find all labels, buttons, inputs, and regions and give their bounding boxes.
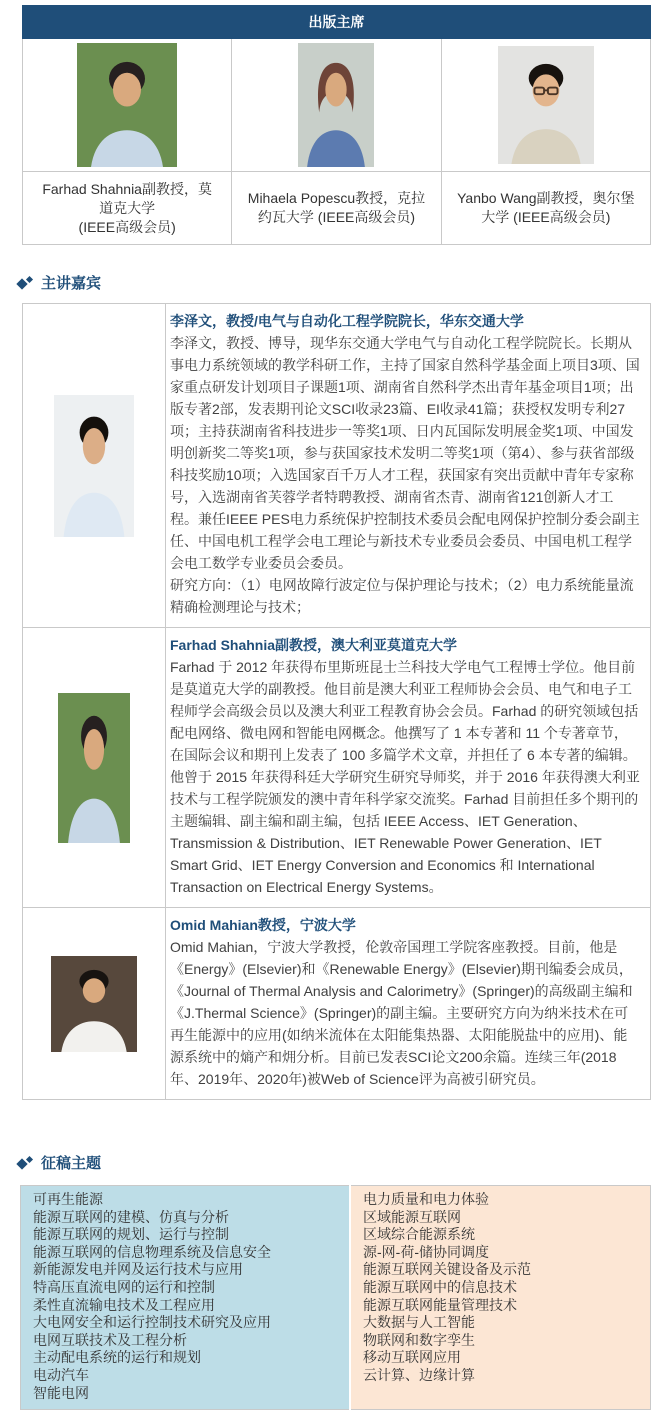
publication-chairs-header: 出版主席 — [23, 6, 651, 39]
topics-right-column — [350, 1186, 651, 1410]
chairs-photo-row — [23, 39, 651, 172]
chair-name: Yanbo Wang副教授，奥尔堡大学 (IEEE高级会员) — [457, 190, 635, 225]
conference-page — [0, 5, 657, 1410]
topic-item: 区域能源互联网 — [363, 1208, 461, 1225]
speaker-bio-paragraph: 李泽文，教授、博导，现华东交通大学电气与自动化工程学院院长。长期从事电力系统领域的教学科研工作，主持了国家自然科学基金面上项目3项、国家重点研发计划项目子课题1项、湖南省自然科学杰出青年基金项目1项；出版专著2部，发表期刊论文SCI收录23篇、EI收录41篇；获授权发明专利27项；主持获湖南省科技进步一等奖1项、日内瓦国际发明展金奖1项、中国发明创新奖二等奖1项，参与获国家技术发明二等奖1项（第4）、参与获省部级科技奖励10项；入选国家百千万人才工程，获国家有突出贡献中青年专家称号，入选湖南省芙蓉学者特聘教授、湖南省杰青、湖南省121创新人才工程。兼任IEEE PES电力系统保护控制技术委员会配电网保护控制分委会副主任、中国电机工程学会电工理论与新技术专业委员会委员、中国电机工程学会电工数学专业委员会委员。 — [170, 335, 640, 571]
topic-item: 区域综合能源系统 — [363, 1226, 475, 1243]
topic-item: 大电网安全和运行控制技术研究及应用 — [33, 1314, 271, 1331]
speaker-name-title: 李泽文，教授/电气与自动化工程学院院长，华东交通大学 — [170, 313, 524, 329]
speaker-name-title: Omid Mahian教授，宁波大学 — [170, 917, 356, 933]
topic-item: 能源互联网能量管理技术 — [363, 1296, 517, 1313]
topic-item: 能源互联网中的信息技术 — [363, 1278, 517, 1295]
double-diamond-icon — [17, 275, 33, 291]
speaker-bio-paragraph: Omid Mahian，宁波大学教授，伦敦帝国理工学院客座教授。目前，他是《Energy》(Elsevier)和《Renewable Energy》(Elsevier)期刊编委会成员，《Journal of Thermal Analysis and Calorimetry》(Springer)的高级副主编和《J.Thermal Science》(Springer)的副主编。主要研究方向为纳米技术在可再生能源中的应用(如纳米流体在太阳能集热器、太阳能脱盐中的应用)、能源系统中的熵产和㶲分析。目前已发表SCI论文200余篇。连续三年(2018年、2019年、2020年)被Web of Science评为高被引研究员。 — [170, 939, 633, 1087]
topic-item: 能源互联网关键设备及示范 — [363, 1261, 531, 1278]
topic-item: 柔性直流输电技术及工程应用 — [33, 1296, 215, 1313]
topic-item: 电动汽车 — [33, 1366, 89, 1383]
speaker-photo-cell — [23, 304, 166, 628]
topic-item: 物联网和数字孪生 — [363, 1331, 475, 1348]
speaker-bio-paragraph: 研究方向：（1）电网故障行波定位与保护理论与技术；（2）电力系统能量流精确检测理论与技术； — [170, 577, 634, 615]
topic-item: 电力质量和电力体验 — [363, 1191, 489, 1207]
section-title: 主讲嘉宾 — [41, 275, 102, 292]
speakers-table — [22, 303, 651, 1100]
topic-item: 能源互联网的规划、运行与控制 — [33, 1226, 229, 1243]
topics-left-list — [33, 1191, 341, 1402]
portrait-omid-mahian — [51, 956, 137, 1052]
topic-item: 云计算、边缘计算 — [363, 1366, 475, 1383]
speaker-bio-paragraph: Farhad 于 2012 年获得布里斯班昆士兰科技大学电气工程博士学位。他目前是莫道克大学的副教授。他目前是澳大利亚工程师协会会员、电气和电子工程师学会高级会员以及澳大利亚工程教育协会会员。Farhad 的研究领域包括配电网络、微电网和智能电网概念。他撰写了 1 本专著和 11 个专著章节，在国际会议和期刊上发表了 100 多篇学术文章，并担任了 6 本专著的编辑。他曾于 2015 年获得科廷大学研究生研究导师奖，并于 2016 年获得澳大利亚技术与工程学院颁发的澳中青年科学家交流奖。Farhad 目前担任多个期刊的主题编辑、副主编和副主编，包括 IEEE Access、IET Generation、Transmission & Distribution、IET Renewable Power Generation、IET Smart Grid、IET Energy Conversion and Economics 和 International Transaction on Electrical Energy Systems。 — [170, 659, 640, 895]
speaker-row — [23, 628, 651, 908]
topic-item: 可再生能源 — [33, 1191, 103, 1207]
chair-photo-cell — [23, 39, 232, 172]
topic-item: 能源互联网的信息物理系统及信息安全 — [33, 1243, 271, 1260]
chair-name: Mihaela Popescu教授，克拉约瓦大学 (IEEE高级会员) — [247, 190, 426, 225]
topics-table — [20, 1185, 651, 1410]
chair-caption — [23, 172, 232, 245]
chair-membership: (IEEE高级会员) — [78, 218, 176, 235]
speaker-photo-cell — [23, 908, 166, 1100]
portrait-farhad-shahnia — [77, 43, 177, 167]
portrait-li-zewen — [54, 395, 134, 537]
speaker-name-title: Farhad Shahnia副教授，澳大利亚莫道克大学 — [170, 637, 458, 653]
chair-name: Farhad Shahnia副教授，莫道克大学 — [42, 180, 212, 216]
double-diamond-icon — [17, 1155, 33, 1171]
topics-right-list — [363, 1191, 642, 1385]
chair-caption — [441, 172, 650, 245]
speaker-bio-cell — [166, 908, 651, 1100]
topic-item: 源-网-荷-储协同调度 — [363, 1243, 489, 1260]
topic-item: 主动配电系统的运行和规划 — [33, 1349, 201, 1366]
topic-item: 移动互联网应用 — [363, 1349, 461, 1366]
topics-section-heading — [17, 1152, 657, 1173]
chairs-caption-row — [23, 172, 651, 245]
portrait-yanbo-wang — [498, 46, 594, 164]
topic-item: 能源互联网的建模、仿真与分析 — [33, 1208, 229, 1225]
section-title: 征稿主题 — [41, 1155, 102, 1172]
topic-item: 电网互联技术及工程分析 — [33, 1331, 187, 1348]
speaker-row — [23, 304, 651, 628]
topic-item: 特高压直流电网的运行和控制 — [33, 1278, 215, 1295]
speaker-bio-cell — [166, 304, 651, 628]
speaker-photo-cell — [23, 628, 166, 908]
speaker-row — [23, 908, 651, 1100]
portrait-mihaela-popescu — [298, 43, 374, 167]
topic-item: 大数据与人工智能 — [363, 1314, 475, 1331]
chair-photo-cell — [232, 39, 441, 172]
speakers-section-heading — [17, 272, 657, 293]
topics-left-column — [21, 1186, 351, 1410]
portrait-farhad-shahnia — [58, 693, 130, 843]
topic-item: 智能电网 — [33, 1384, 89, 1401]
topic-item: 新能源发电并网及运行技术与应用 — [33, 1261, 243, 1278]
chair-caption — [232, 172, 441, 245]
chair-photo-cell — [441, 39, 650, 172]
publication-chairs-table — [22, 5, 651, 245]
speaker-bio-cell — [166, 628, 651, 908]
